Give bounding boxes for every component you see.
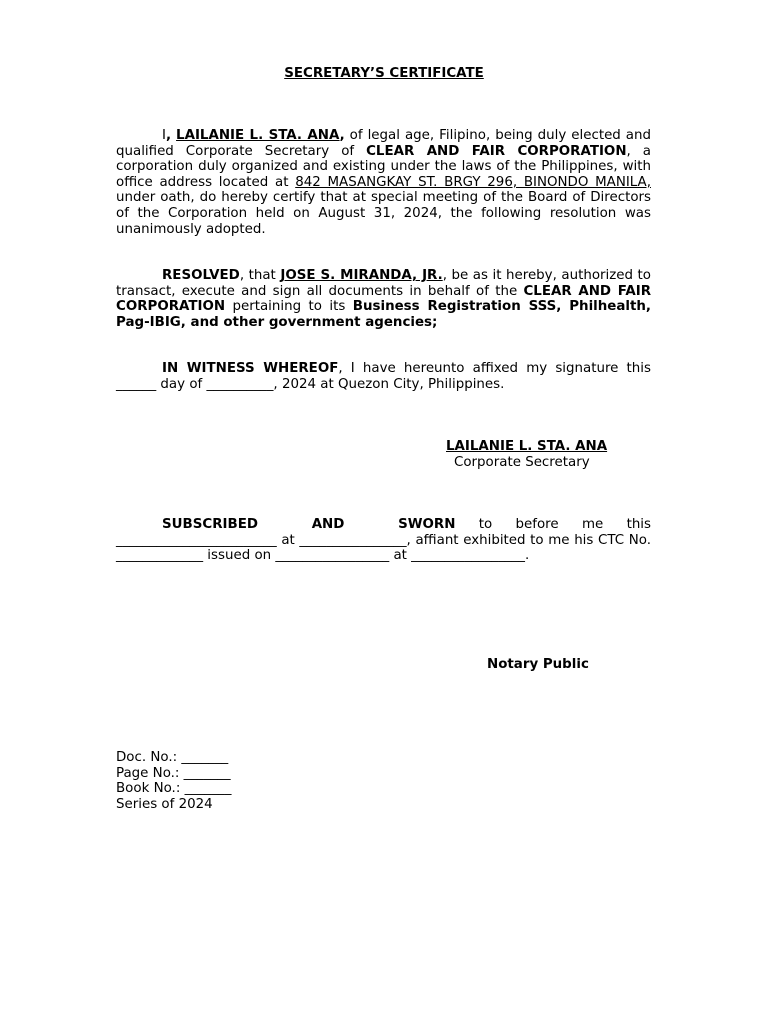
witness-label: IN WITNESS WHEREOF — [162, 361, 339, 376]
body-text: pertaining to its — [225, 299, 353, 315]
resolution-paragraph — [116, 268, 651, 330]
corporation-name: CLEAR AND FAIR CORPORATION — [116, 283, 652, 315]
punctuation: , — [165, 128, 172, 143]
signatory-title: Corporate Secretary — [454, 455, 590, 470]
doc-number: Doc. No.: _______ — [116, 750, 229, 765]
body-text: , I have hereunto affixed my signature this ______ day of __________, 2024 at Quezon City, Philippines. — [116, 361, 651, 392]
page-title: SECRETARY’S CERTIFICATE — [284, 66, 484, 81]
document-info — [116, 750, 231, 812]
series-year: Series of 2024 — [116, 796, 213, 812]
subscribed-label: SUBSCRIBED AND SWORN — [162, 517, 456, 532]
jurat-paragraph — [116, 517, 651, 564]
pronoun-text: I — [162, 128, 166, 143]
body-text: , be as it hereby, authorized to transact, execute and sign all documents in behalf of the — [116, 268, 651, 299]
body-text: to before me this ________________________ at ________________, affiant exhibited to me his CTC No. _____________ issued on _________________ at _________________. — [116, 517, 651, 564]
witness-paragraph — [116, 361, 651, 392]
page-number: Page No.: _______ — [116, 765, 231, 781]
resolved-label: RESOLVED — [162, 268, 240, 283]
authorized-person-name: JOSE S. MIRANDA, JR. — [280, 268, 443, 283]
body-text: , that — [239, 268, 281, 283]
corporation-name: CLEAR AND FAIR CORPORATION — [366, 143, 627, 159]
punctuation: , — [339, 128, 345, 143]
signatory-name: LAILANIE L. STA. ANA — [446, 439, 608, 454]
office-address: 842 MASANGKAY ST. BRGY 296, BINONDO MANILA, — [295, 174, 651, 190]
body-text: , a corporation duly organized and existing under the laws of the Philippines, with office address located at — [116, 143, 651, 190]
certification-paragraph — [116, 128, 651, 237]
secretary-name: LAILANIE L. STA. ANA — [176, 128, 340, 143]
notary-public-label: Notary Public — [487, 657, 589, 672]
book-number: Book No.: _______ — [116, 781, 232, 797]
body-text: of legal age, Filipino, being duly elected and qualified Corporate Secretary of — [116, 128, 651, 159]
body-text: under oath, do hereby certify that at special meeting of the Board of Directors of the Corporation held on August 31, 2024, the following resolution was unanimously adopted. — [116, 190, 651, 237]
purpose-text: Business Registration SSS, Philhealth, Pag-IBIG, and other government agencies; — [116, 299, 652, 330]
